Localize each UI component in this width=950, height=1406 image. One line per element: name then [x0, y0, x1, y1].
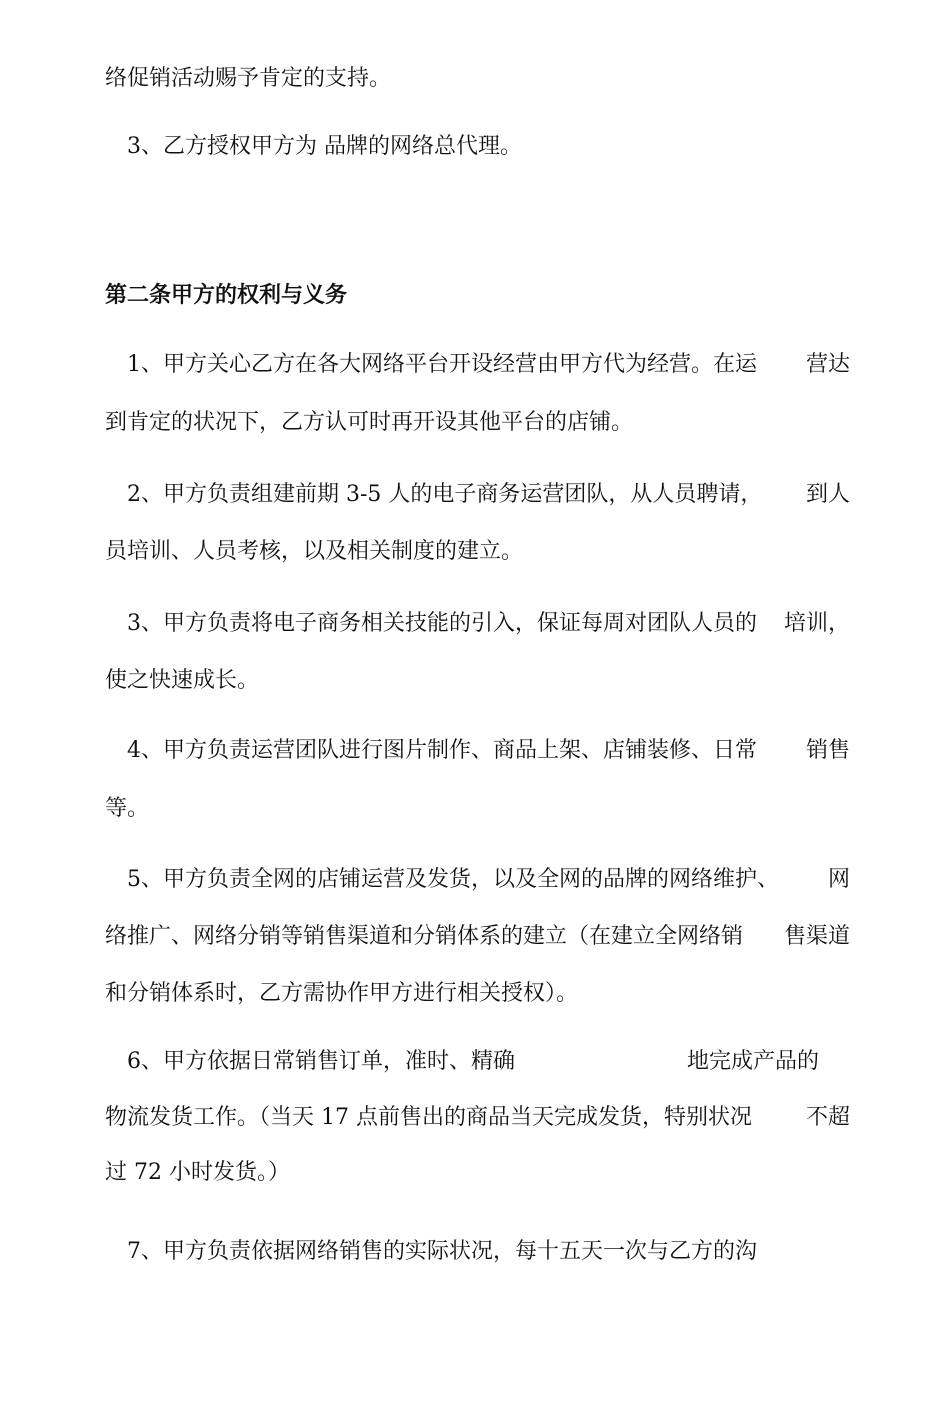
item1-line2-text: 到肯定的状况下，乙方认可时再开设其他平台的店铺。 — [105, 410, 634, 435]
section-heading — [105, 280, 850, 310]
item3-line2-text: 使之快速成长。 — [105, 668, 260, 693]
item6-line2 — [105, 1103, 850, 1133]
item5-line3 — [105, 979, 850, 1009]
item5-line2 — [105, 922, 850, 952]
item2-line1-end: 到人 — [805, 482, 850, 507]
item5-line2-text: 络推广、网络分销等销售渠道和分销体系的建立（在建立全网络销 — [105, 924, 744, 949]
item5-line1-text: 5、甲方负责全网的店铺运营及发货，以及全网的品牌的网络维护、 — [127, 867, 779, 892]
item5-line2-end: 售渠道 — [783, 924, 850, 949]
item2-line1-text: 2、甲方负责组建前期 3-5 人的电子商务运营团队，从人员聘请， — [127, 482, 763, 507]
item1-line1-text: 1、甲方关心乙方在各大网络平台开设经营由甲方代为经营。在运 — [127, 352, 757, 377]
section-heading-text: 第二条甲方的权利与义务 — [105, 282, 348, 308]
item6-line1 — [127, 1047, 850, 1077]
item4-line1-end: 销售 — [805, 738, 850, 763]
item3-line1 — [127, 609, 850, 639]
item6-line1-text: 6、甲方依据日常销售订单，准时、精确 — [127, 1049, 515, 1074]
item4-line1-text: 4、甲方负责运营团队进行图片制作、商品上架、店铺装修、日常 — [127, 738, 757, 763]
continuation-paragraph — [105, 64, 850, 94]
item3-line2 — [105, 666, 850, 696]
item6-line2-end: 不超 — [805, 1105, 850, 1130]
item7-line1-text: 7、甲方负责依据网络销售的实际状况，每十五天一次与乙方的沟 — [127, 1239, 757, 1264]
item6-line3-text: 过 72 小时发货。） — [105, 1160, 290, 1185]
item7-line1 — [127, 1237, 850, 1267]
item5-line1-end: 网 — [827, 867, 850, 892]
item4-line2 — [105, 794, 850, 824]
item1-line1 — [127, 350, 850, 380]
item6-line1-end: 地完成产品的 — [687, 1049, 820, 1074]
clause1-item3-text: 3、乙方授权甲方为 品牌的网络总代理。 — [127, 134, 522, 159]
item2-line2 — [105, 537, 850, 567]
item5-line1 — [127, 865, 850, 895]
item6-line2-text: 物流发货工作。（当天 17 点前售出的商品当天完成发货，特别状况 — [105, 1105, 752, 1130]
item1-line2 — [105, 408, 850, 438]
item2-line1 — [127, 480, 850, 510]
item6-line3 — [105, 1158, 850, 1188]
item1-line1-end: 营达 — [805, 352, 850, 377]
item5-line3-text: 和分销体系时，乙方需协作甲方进行相关授权）。 — [105, 981, 579, 1006]
item3-line1-text: 3、甲方负责将电子商务相关技能的引入，保证每周对团队人员的 — [127, 611, 757, 636]
clause1-item3 — [127, 132, 872, 162]
item3-line1-end: 培训， — [783, 611, 850, 636]
item2-line2-text: 员培训、人员考核，以及相关制度的建立。 — [105, 539, 524, 564]
item4-line2-text: 等。 — [105, 796, 150, 821]
continuation-text: 络促销活动赐予肯定的支持。 — [105, 66, 392, 91]
item4-line1 — [127, 736, 850, 766]
